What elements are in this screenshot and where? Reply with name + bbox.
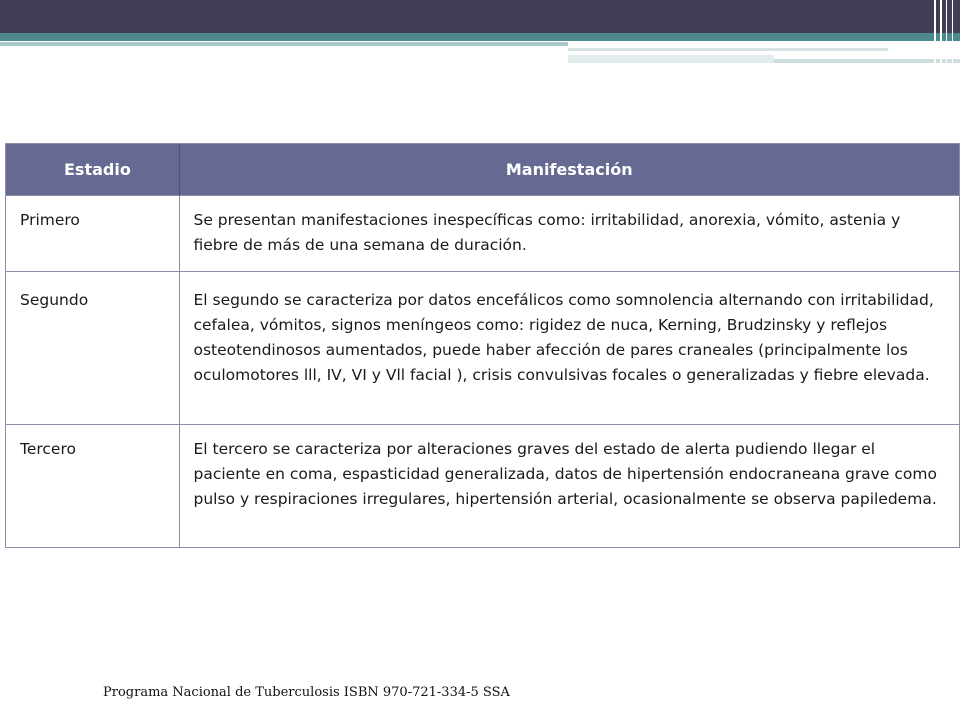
manifestation-cell: El segundo se caracteriza por datos encefálicos como somnolencia alternando con irritabilidad, cefalea, vómitos, signos meníngeos como: rigidez de nuca, Kerning, Brudzinsky y reflejos osteotendinosos aumentados, puede haber afección de pares craneales (principalmente los oculomotores lll, IV, VI y Vll facial ), crisis convulsivas focales o generalizadas y fiebre elevada. [179,272,959,425]
header-manifestacion: Manifestación [179,144,959,196]
teal-accent-bar [0,33,960,41]
footer-citation: Programa Nacional de Tuberculosis ISBN 970-721-334-5 SSA [103,685,510,700]
manifestation-cell: Se presentan manifestaciones inespecíficas como: irritabilidad, anorexia, vómito, astenia y fiebre de más de una semana de duración. [179,196,959,272]
manifestation-cell: El tercero se caracteriza por alteraciones graves del estado de alerta pudiendo llegar el paciente en coma, espasticidad generalizada, datos de hipertensión endocraneana grave como pulso y respiraciones irregulares, hipertensión arterial, ocasionalmente se observa papiledema. [179,425,959,548]
table-row [6,272,959,425]
accent-line [0,42,568,46]
stage-cell: Segundo [6,272,179,425]
table-row [6,196,959,272]
stage-cell: Tercero [6,425,179,548]
top-banner-bar [0,0,960,33]
stage-cell: Primero [6,196,179,272]
header-estadio: Estadio [6,144,179,196]
table-header-row [6,144,959,196]
accent-line [568,55,774,63]
accent-line [568,48,888,51]
stages-table [5,143,960,548]
table-row [6,425,959,548]
corner-stripes [930,0,960,64]
